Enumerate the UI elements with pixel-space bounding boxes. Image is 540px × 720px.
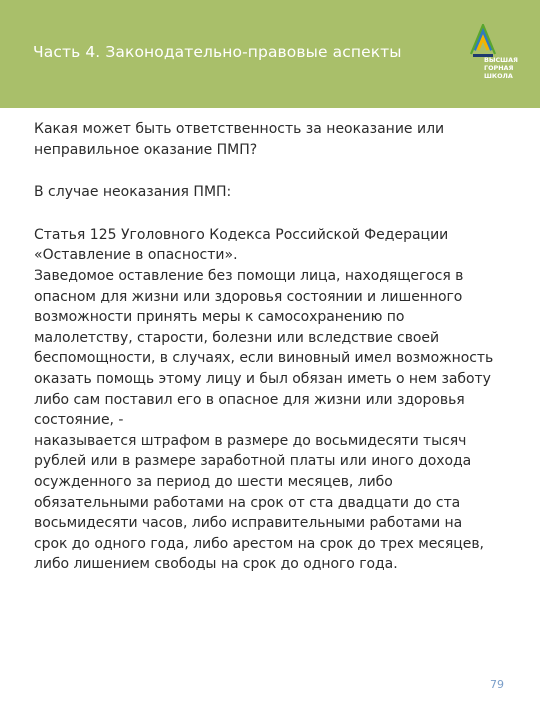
slide-header	[0, 0, 540, 108]
page-number: 79	[490, 678, 504, 691]
case-heading: В случае неоказания ПМП:	[34, 184, 232, 201]
university-logo	[470, 24, 526, 100]
slide-title: Часть 4. Законодательно-правовые аспекты	[33, 43, 402, 61]
logo-text-line: ГОРНАЯ	[484, 64, 514, 73]
article-body-line: либо сам поставил его в опасное для жизни или здоровья	[34, 391, 465, 408]
article-body-line: либо лишением свободы на срок до одного года.	[34, 556, 398, 573]
article-body-line: осужденного за период до шести месяцев, либо	[34, 473, 393, 490]
question-line: Какая может быть ответственность за неоказание или	[34, 121, 445, 137]
logo-text-line: ШКОЛА	[484, 72, 513, 81]
logo-text-line: ВЫСШАЯ	[484, 56, 518, 64]
article-title-line: Статья 125 Уголовного Кодекса Российской Федерации	[34, 226, 449, 243]
article-title	[34, 225, 534, 266]
article-body-line: беспомощности, в случаях, если виновный имел возможность	[34, 350, 494, 367]
article-body-line: состояние, -	[34, 412, 124, 429]
article-body-line: наказывается штрафом в размере до восьмидесяти тысяч	[34, 432, 467, 449]
article-body-line: срок до одного года, либо арестом на срок до трех месяцев,	[34, 535, 484, 552]
article-body-line: малолетству, старости, болезни или вследствие своей	[34, 329, 440, 346]
question-text	[34, 119, 534, 160]
article-body-line: возможности принять меры к самосохранению по	[34, 309, 405, 326]
article-title-line: «Оставление в опасности».	[34, 247, 238, 264]
article-body-line: обязательными работами на срок от ста двадцати до ста	[34, 494, 461, 511]
article-body	[34, 266, 534, 575]
article-body-line: рублей или в размере заработной платы или иного дохода	[34, 453, 472, 470]
article-body-line: оказать помощь этому лицу и был обязан иметь о нем заботу	[34, 370, 491, 387]
slide-content	[34, 119, 534, 575]
article-body-line: Заведомое оставление без помощи лица, находящегося в	[34, 267, 464, 284]
logo-text	[484, 56, 528, 81]
article-body-line: опасном для жизни или здоровья состоянии и лишенного	[34, 288, 463, 305]
question-line: неправильное оказание ПМП?	[34, 141, 258, 158]
article-body-line: восьмидесяти часов, либо исправительными работами на	[34, 515, 463, 532]
